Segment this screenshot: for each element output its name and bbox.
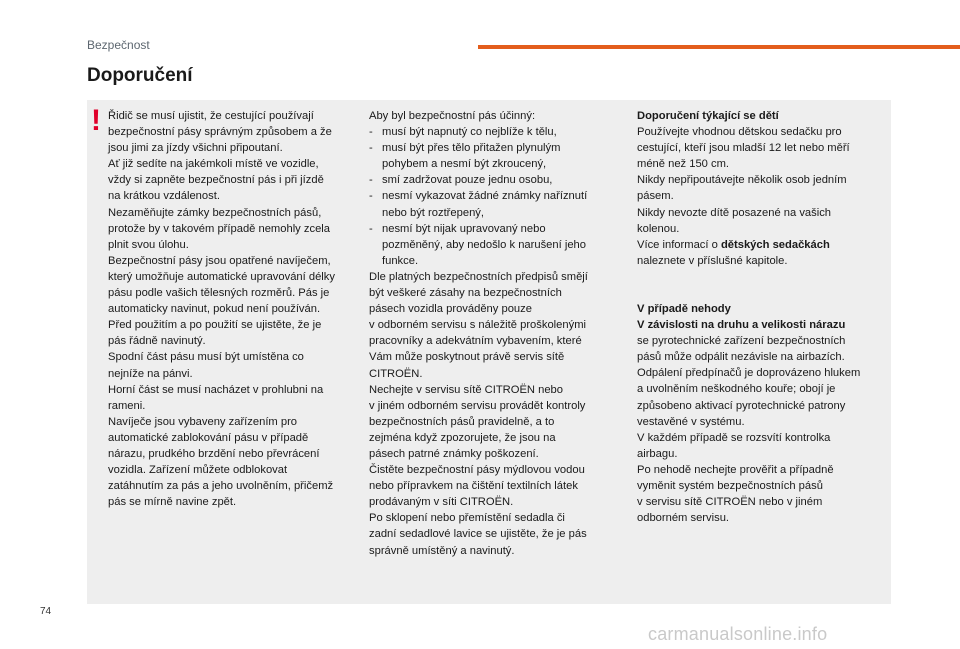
text-line: jsou jimi za jízdy všichni připoutaní. — [108, 142, 283, 155]
list-item: - musí být napnutý co nejblíže k tělu, — [369, 126, 557, 139]
text-line: v odborném servisu s náležitě proškolenými — [369, 319, 587, 332]
text-line: pásů může odpálit nezávisle na airbazích. — [637, 351, 845, 364]
text-line: pracovníky a adekvátním vybavením, které — [369, 335, 582, 348]
text-line: v servisu sítě CITROËN nebo v jiném — [637, 496, 823, 509]
text-line: vestavěné v systému. — [637, 415, 745, 428]
text-line: Nechejte v servisu sítě CITROËN nebo — [369, 383, 563, 396]
text-line: zadní sedadlové lavice se ujistěte, že je pás — [369, 528, 587, 541]
text-line: Nikdy nevozte dítě posazené na vašich — [637, 206, 832, 219]
text-line: prodávaným v síti CITROËN. — [369, 496, 514, 509]
text-line: bezpečnostní pásy správným způsobem a že — [108, 126, 332, 139]
text-line: Nezaměňujte zámky bezpečnostních pásů, — [108, 206, 322, 219]
list-item: - nesmí vykazovat žádné známky naříznutí — [369, 190, 588, 203]
list-item: - nesmí být nijak upravovaný nebo — [369, 222, 546, 235]
text-line: Navíječe jsou vybaveny zařízením pro — [108, 415, 298, 428]
list-item-continuation: nebo být roztřepený, — [382, 206, 484, 219]
list-item: - musí být přes tělo přitažen plynulým — [369, 142, 561, 155]
list-intro: Aby byl bezpečnostní pás účinný: — [369, 110, 536, 122]
text-line: Ať již sedíte na jakémkoli místě ve vozidle, — [108, 158, 319, 171]
children-heading: Doporučení týkající se dětí — [637, 110, 779, 122]
column-belt-effectiveness — [369, 108, 624, 559]
text-line: správně umístěný a navinutý. — [369, 544, 515, 557]
text-line: na krátkou vzdálenost. — [108, 190, 220, 203]
text-line: Dle platných bezpečnostních předpisů smějí — [369, 270, 588, 283]
text-line: nárazu, prudkého brzdění nebo převrácení — [108, 447, 320, 460]
column-driver-advice — [108, 108, 360, 510]
accident-heading: V případě nehody — [637, 302, 731, 315]
watermark: carmanualsonline.info — [648, 624, 828, 644]
text-line: Nikdy nepřipoutávejte několik osob jedním — [637, 174, 847, 187]
text-line: pás řádně navinutý. — [108, 335, 206, 348]
text-line: automaticky navinut, pokud není používán. — [108, 303, 321, 316]
text-line: Po sklopení nebo přemístění sedadla či — [369, 512, 565, 525]
header-accent-bar — [478, 45, 960, 49]
text-line: cestující, kteří jsou mladší 12 let nebo měří — [637, 142, 850, 155]
more-info-line: Více informací o dětských sedačkách — [637, 238, 830, 251]
text-line: méně než 150 cm. — [637, 158, 730, 171]
text-line: zatáhnutím za pás a jeho uvolněním, přičemž — [108, 480, 334, 493]
text-line: vozidla. Zařízení můžete odblokovat — [108, 464, 288, 477]
text-line: kolenou. — [637, 222, 680, 235]
exclamation-warning-icon: ! — [91, 104, 101, 137]
text-line: odborném servisu. — [637, 512, 730, 525]
text-line: Používejte vhodnou dětskou sedačku pro — [637, 126, 842, 139]
text-line: Horní část se musí nacházet v prohlubni na — [108, 383, 324, 396]
text-line: který umožňuje automatické upravování délky — [108, 270, 335, 283]
text-line: zejména když zpozorujete, že jsou na — [369, 431, 556, 444]
text-line: pásech vozidla prováděny pouze — [369, 303, 532, 316]
text-line: CITROËN. — [369, 367, 423, 380]
text-line: Odpálení předpínačů je doprovázeno hlukem — [637, 367, 861, 380]
section-label: Bezpečnost — [87, 38, 150, 52]
page-number: 74 — [40, 606, 52, 617]
column-children-and-accident — [637, 108, 885, 526]
text-line: vyměnit systém bezpečnostních pásů — [637, 479, 823, 492]
text-line: plnit svou úlohu. — [108, 238, 189, 251]
text-line: naleznete v příslušné kapitole. — [637, 254, 788, 267]
text-line: způsobeno aktivací pyrotechnické patrony — [637, 399, 846, 412]
text-line: Před použitím a po použití se ujistěte, že je — [108, 319, 322, 332]
list-item-continuation: pohybem a nesmí být zkroucený, — [382, 158, 547, 171]
accident-subheading: V závislosti na druhu a velikosti nárazu — [637, 319, 846, 332]
text-line: vždy si zapněte bezpečnostní pás i při jízdě — [108, 174, 324, 187]
text-line: airbagu. — [637, 447, 678, 460]
text-line: Bezpečnostní pásy jsou opatřené navíječem, — [108, 254, 331, 267]
text-line: Vám může poskytnout právě servis sítě — [369, 351, 565, 364]
text-line: automatické zablokování pásu v případě — [108, 431, 309, 444]
text-line: v jiném odborném servisu provádět kontroly — [369, 399, 586, 412]
text-line: Řidič se musí ujistit, že cestující používají — [108, 110, 314, 122]
text-line: Spodní část pásu musí být umístěna co — [108, 351, 304, 364]
text-line: pásem. — [637, 190, 674, 203]
text-line: protože by v takovém případě nemohly zcela — [108, 222, 331, 235]
text-line: rameni. — [108, 399, 146, 412]
text-line: Čistěte bezpečnostní pásy mýdlovou vodou — [369, 464, 585, 477]
text-line: a uvolněním neškodného kouře; obojí je — [637, 383, 836, 396]
list-item-continuation: pozměněný, aby nedošlo k narušení jeho — [382, 238, 586, 251]
list-item-continuation: funkce. — [382, 254, 419, 267]
text-line: bezpečnostních pásů pravidelně, a to — [369, 415, 555, 428]
child-seats-reference: dětských sedačkách — [720, 238, 830, 251]
text-line: Po nehodě nechejte prověřit a případně — [637, 463, 834, 476]
text-line: nebo přípravkem na čištění textilních látek — [369, 480, 578, 493]
text-line: být veškeré zásahy na bezpečnostních — [369, 287, 562, 300]
text-line: pás se mírně navine zpět. — [108, 496, 237, 509]
text-line: nejníže na pánvi. — [108, 367, 193, 380]
list-item: - smí zadržovat pouze jednu osobu, — [369, 174, 553, 187]
text-line: se pyrotechnické zařízení bezpečnostních — [637, 335, 846, 348]
text-line: pásech patrné známky poškození. — [369, 447, 539, 460]
text-line: V každém případě se rozsvítí kontrolka — [637, 431, 831, 444]
page-title: Doporučení — [87, 65, 193, 86]
text-line: pásu podle vašich tělesných rozměrů. Pás je — [108, 287, 330, 300]
